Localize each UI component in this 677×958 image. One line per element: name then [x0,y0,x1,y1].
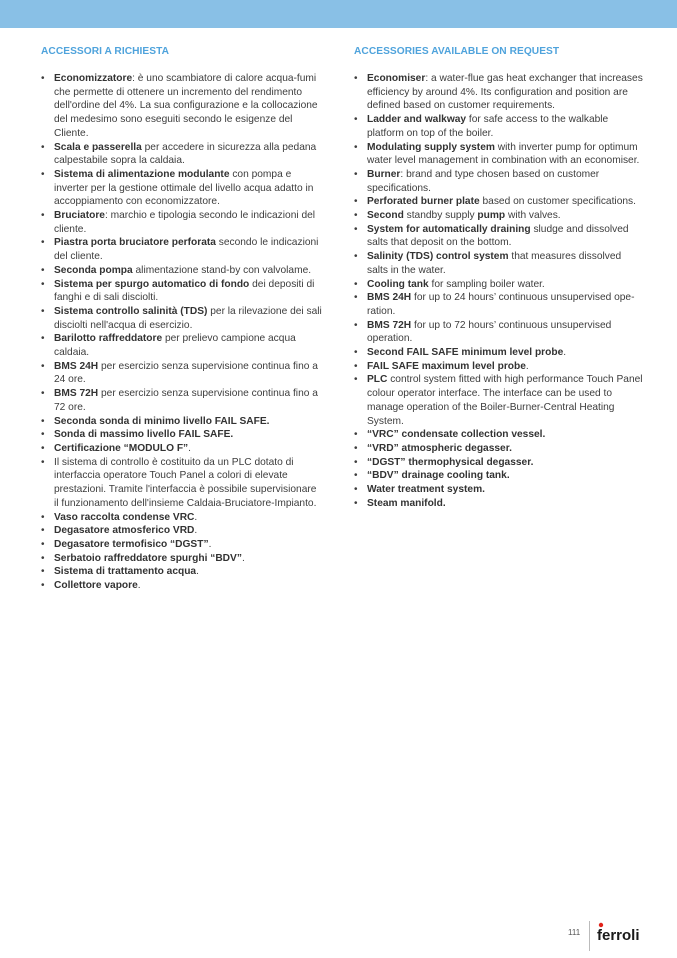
item-bold-text: Salinity (TDS) control system [367,251,509,263]
item-text: per prelievo campione acqua caldaia. [54,333,296,359]
item-bold-text: “BDV” drainage cooling tank. [367,470,510,482]
item-text: . [194,525,198,537]
item-bold-text: Economiser [367,73,426,84]
item-text: based on customer specifications. [479,196,636,208]
list-item [41,236,322,263]
bullet-point: • [41,566,45,578]
item-bold-text: Ladder and walkway [367,114,467,126]
item-text: for up to 72 hours’ continuous unsupervised operation. [367,319,612,345]
item-text: control system fitted with high performance Touch Panel colour operator interface. The interface can be used to manage operation of the Boiler-Burner-Central Heating System. [367,374,643,427]
item-text: for sampling boiler water. [428,278,545,290]
bullet-point: • [354,497,358,509]
italian-column [41,46,322,593]
item-bold-text: Second FAIL SAFE minimum level probe [367,347,564,359]
list-item [41,168,322,209]
bullet-point: • [41,538,45,550]
item-bold-text: pump [477,210,506,222]
item-text: . [208,538,212,550]
item-text: : brand and type chosen based on customer specifications. [367,168,600,194]
bullet-point: • [41,360,45,372]
bullet-point: • [41,237,45,249]
bullet-point: • [354,319,358,331]
list-item [354,456,644,470]
item-text: . [196,566,199,578]
list-item [354,483,644,497]
bullet-point: • [41,168,45,180]
item-bold-text: “VRC” condensate collection vessel. [367,429,546,441]
italian-accessory-list [41,72,322,593]
bullet-point: • [354,456,358,468]
item-text: sludge and dissolved salts that deposit on the bottom. [367,223,629,249]
list-item [354,319,644,346]
item-bold-text: Degasatore termofisico “DGST” [54,538,209,550]
ferroli-logo [596,920,640,946]
bullet-point: • [41,456,45,468]
bullet-point: • [354,251,358,263]
item-bold-text: Piastra porta bruciatore perforata [54,237,216,249]
bullet-point: • [41,388,45,400]
bullet-point: • [354,374,358,386]
list-item [354,168,644,195]
item-bold-text: Burner [367,168,401,180]
bullet-point: • [354,73,358,84]
list-item [354,223,644,250]
list-item [354,428,644,442]
list-item [41,141,322,168]
item-text: Il sistema di controllo è costituito da un PLC dotato di interfaccia operatore Touch Panel a colori di elevate prestazioni. Tramite l'interfaccia è possibile supervisionare il funzionamento dell'insieme Caldaia-Bruciatore-Impianto. [54,456,317,509]
item-bold-text: “VRD” atmospheric degasser. [367,442,512,454]
list-item [354,113,644,140]
item-bold-text: Sistema di alimentazione modulante [54,168,230,180]
bullet-point: • [354,292,358,304]
bullet-point: • [41,552,45,564]
bullet-point: • [41,141,45,153]
item-text: dei depositi di fanghi e di sali disciolti. [54,278,315,304]
list-item [354,346,644,360]
list-item [41,209,322,236]
page-number: 111 [568,928,581,937]
item-bold-text: Water treatment system. [367,484,485,496]
item-bold-text: BMS 24H [367,292,412,304]
item-bold-text: BMS 72H [54,388,99,400]
item-bold-text: Sonda di massimo livello FAIL SAFE. [54,429,234,441]
list-item [354,195,644,209]
item-text: alimentazione stand-by con valvolame. [132,264,312,276]
item-bold-text: Collettore vapore [54,580,138,592]
item-text: : marchio e tipologia secondo le indicazioni del cliente. [54,210,316,235]
item-bold-text: BMS 72H [367,319,412,331]
list-item [41,538,322,552]
list-item [41,456,322,511]
bullet-point: • [41,210,45,222]
bullet-point: • [41,429,45,441]
item-bold-text: FAIL SAFE maximum level probe [367,360,526,372]
footer-divider [589,921,590,951]
bullet-point: • [354,429,358,441]
list-item [354,373,644,428]
item-text: for up to 24 hours’ continuous unsupervised ope-ration. [367,292,635,317]
item-bold-text: Seconda sonda di minimo livello FAIL SAFE. [54,415,270,427]
item-text: . [563,347,567,359]
item-text: . [194,511,198,523]
bullet-point: • [41,305,45,317]
list-item [41,511,322,525]
bullet-point: • [354,484,358,496]
list-item [354,141,644,168]
english-column [354,46,644,511]
list-item [41,278,322,305]
bullet-point: • [354,114,358,126]
item-bold-text: Degasatore atmosferico VRD [54,525,195,537]
item-text: . [137,580,141,592]
bullet-point: • [354,141,358,153]
list-item [41,332,322,359]
list-item [41,524,322,538]
item-bold-text: Steam manifold. [367,497,446,509]
list-item [354,442,644,456]
item-bold-text: Economizzatore [54,73,133,84]
top-color-band [0,0,677,28]
item-text: secondo le indicazioni del cliente. [54,237,319,263]
item-text: per accedere in sicurezza alla pedana calpestabile sopra la caldaia. [54,141,317,167]
list-item [41,415,322,429]
item-bold-text: Scala e passerella [54,141,142,153]
item-bold-text: Modulating supply system [367,141,495,153]
list-item [41,565,322,579]
bullet-point: • [41,278,45,290]
list-item [354,360,644,374]
bullet-point: • [354,278,358,290]
bullet-point: • [41,73,45,84]
item-bold-text: BMS 24H [54,360,99,372]
list-item [41,264,322,278]
item-text: that measures dissolved salts in the water. [367,251,622,276]
bullet-point: • [41,580,45,592]
item-bold-text: Seconda pompa [54,264,133,276]
item-text: . [188,442,191,454]
item-text: with valves. [505,210,561,222]
item-bold-text: Vaso raccolta condense VRC [54,511,195,523]
item-bold-text: Serbatoio raffreddatore spurghi “BDV” [54,552,242,564]
item-text: standby supply [403,210,478,222]
item-bold-text: Sistema per spurgo automatico di fondo [54,278,250,290]
item-bold-text: Certificazione “MODULO F” [54,442,189,454]
list-item [41,387,322,414]
bullet-point: • [354,168,358,180]
italian-heading: ACCESSORI A RICHIESTA [41,46,170,57]
item-text: : è uno scambiatore di calore acqua-fumi che permette di ottenere un incremento del rendimento dell'ordine del 4%. La sua configurazione e la collocazione del medesimo sono eseguiti secondo le esigenze del Cliente. [54,73,318,139]
item-bold-text: Second [367,210,404,222]
bullet-point: • [41,333,45,345]
list-item [41,579,322,593]
english-accessory-list [354,72,644,511]
item-bold-text: “DGST” thermophysical degasser. [367,456,534,468]
list-item [354,209,644,223]
list-item [41,428,322,442]
list-item [354,291,644,318]
item-text: per esercizio senza supervisione continua fino a 72 ore. [54,388,318,413]
item-text: : a water-flue gas heat exchanger that increases efficiency by around 4%. Its configuration and position are defined based on customer requirements. [367,73,643,112]
item-text: per la rilevazione dei sali disciolti nell'acqua di esercizio. [54,305,322,331]
bullet-point: • [41,525,45,537]
list-item [41,305,322,332]
bullet-point: • [354,470,358,482]
item-bold-text: System for automatically draining [367,223,531,235]
item-bold-text: Cooling tank [367,278,429,290]
item-text: . [525,360,529,372]
list-item [41,442,322,456]
logo-wordmark: ferroli [597,927,640,944]
item-bold-text: Bruciatore [54,210,105,222]
item-text: per esercizio senza supervisione continua fino a 24 ore. [54,360,318,386]
bullet-point: • [41,264,45,276]
item-bold-text: PLC [367,374,388,386]
bullet-point: • [354,442,358,454]
item-bold-text: Barilotto raffreddatore [54,333,163,345]
list-item [41,552,322,566]
list-item [41,360,322,387]
item-bold-text: Sistema di trattamento acqua [54,566,197,578]
list-item [354,278,644,292]
item-text: for safe access to the walkable platform on top of the boiler. [367,114,609,139]
item-bold-text: Perforated burner plate [367,196,480,208]
bullet-point: • [354,223,358,235]
bullet-point: • [354,210,358,222]
list-item [41,72,322,141]
item-text: . [241,552,245,564]
list-item [354,469,644,483]
item-bold-text: Sistema controllo salinità (TDS) [54,305,208,317]
item-text: with inverter pump for optimum water level management in combination with an economiser. [367,141,640,167]
item-text: con pompa e inverter per la gestione ottimale del livello acqua adatto in accoppiamento con economizzatore. [54,168,314,208]
bullet-point: • [41,415,45,427]
bullet-point: • [354,360,358,372]
english-heading: ACCESSORIES AVAILABLE ON REQUEST [354,46,560,57]
list-item [354,72,644,113]
bullet-point: • [41,511,45,523]
bullet-point: • [41,442,45,454]
bullet-point: • [354,347,358,359]
bullet-point: • [354,196,358,208]
list-item [354,250,644,277]
list-item [354,497,644,511]
